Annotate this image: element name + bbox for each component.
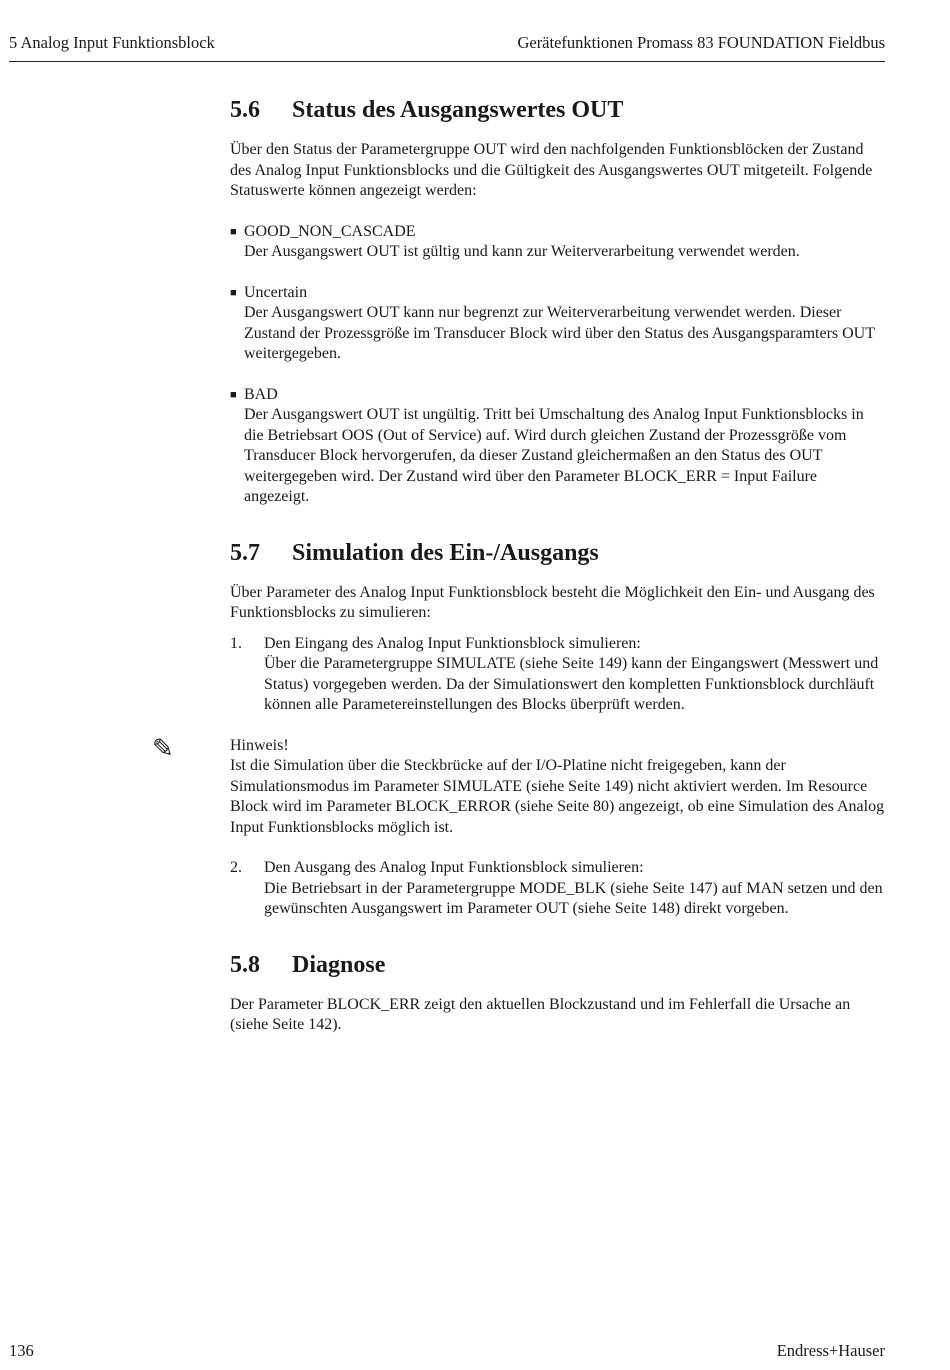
list-item-description: Der Ausgangswert OUT ist ungültig. Tritt bei Umschaltung des Analog Input Funktionsblocks in die Betriebsart OOS (Out of Service) auf. Wird durch gleichen Zustand der Prozessgröße vom Transducer Block hervorgerufen, da dieser Zustand gleichermaßen an den Status des OUT weitergegeben wird. Der Zustand wird über den Parameter BLOCK_ERR = Input Failure angezeigt. — [244, 406, 864, 505]
brand-name: Endress+Hauser — [776, 1341, 885, 1360]
step-title: Den Ausgang des Analog Input Funktionsblock simulieren: — [264, 859, 644, 876]
section-5-8 — [230, 948, 886, 1036]
numbered-step — [230, 858, 886, 920]
step-text: Die Betriebsart in der Parametergruppe MODE_BLK (siehe Seite 147) auf MAN setzen und den gewünschten Ausgangswert im Parameter OUT (siehe Seite 148) direkt vorgeben. — [264, 879, 883, 917]
list-item — [230, 283, 886, 365]
section-number: 5.6 — [230, 97, 260, 123]
list-item — [230, 222, 886, 263]
section-heading — [230, 536, 886, 570]
section-intro: Über den Status der Parametergruppe OUT wird den nachfolgenden Funktionsblöcken der Zustand des Analog Input Funktionsblocks und die Gültigkeit des Ausgangswertes OUT mitgeteilt. Folgende Statuswerte können angezeigt werden: — [230, 141, 873, 199]
bullet-icon: ■ — [230, 286, 237, 299]
list-item-term: BAD — [244, 385, 278, 403]
step-title: Den Eingang des Analog Input Funktionsblock simulieren: — [264, 634, 641, 652]
page-header — [9, 30, 885, 62]
list-item — [230, 385, 886, 508]
section-text: Der Parameter BLOCK_ERR zeigt den aktuellen Blockzustand und im Fehlerfall die Ursache an (siehe Seite 142). — [230, 995, 851, 1033]
section-title: Status des Ausgangswertes OUT — [292, 97, 624, 123]
section-number: 5.8 — [230, 951, 260, 978]
section-heading — [230, 948, 886, 982]
step-number: 2. — [230, 859, 242, 876]
bullet-icon: ■ — [230, 225, 237, 238]
section-intro: Über Parameter des Analog Input Funktionsblock besteht die Möglichkeit den Ein- und Ausgang des Funktionsblocks zu simulieren: — [230, 583, 875, 621]
hint-text: Ist die Simulation über die Steckbrücke auf der I/O-Platine nicht freigegeben, kann der Simulationsmodus im Parameter SIMULATE (siehe Seite 149) nicht aktiviert werden. Im Resource Block wird im Parameter BLOCK_ERROR (siehe Seite 80) angezeigt, ob eine Simulation des Analog Input Funktionsblocks möglich ist. — [230, 757, 885, 836]
page-number: 136 — [9, 1341, 34, 1360]
list-item-description: Der Ausgangswert OUT kann nur begrenzt zur Weiterverarbeitung verwendet werden. Dieser Zustand der Prozessgröße im Transducer Block wird über den Status des Ausgangsparamters OUT weitergegeben. — [244, 304, 875, 362]
section-5-6 — [230, 93, 886, 508]
list-item-description: Der Ausgangswert OUT ist gültig und kann zur Weiterverarbeitung verwendet werden. — [244, 243, 800, 260]
section-heading — [230, 93, 886, 127]
hint-note — [152, 733, 886, 839]
bullet-icon: ■ — [230, 388, 237, 401]
step-number: 1. — [230, 634, 242, 652]
hint-title: Hinweis! — [230, 736, 289, 754]
main-content — [152, 93, 886, 1036]
section-5-7 — [152, 536, 886, 920]
list-item-term: GOOD_NON_CASCADE — [244, 222, 416, 240]
section-number: 5.7 — [230, 539, 260, 566]
section-title: Diagnose — [292, 951, 386, 978]
list-item-term: Uncertain — [244, 283, 308, 301]
pencil-icon: ✎ — [152, 733, 174, 764]
step-text: Über die Parametergruppe SIMULATE (siehe Seite 149) kann der Eingangswert (Messwert und Status) vorgegeben werden. Da der Simulationswert den kompletten Funktionsblock durchläuft können alle Parametereinstellungen des Blocks überprüft werden. — [264, 655, 879, 713]
numbered-step — [230, 634, 886, 716]
header-chapter: 5 Analog Input Funktionsblock — [9, 33, 215, 52]
header-document-title: Gerätefunktionen Promass 83 FOUNDATION Fieldbus — [517, 33, 885, 52]
section-title: Simulation des Ein-/Ausgangs — [292, 539, 599, 566]
